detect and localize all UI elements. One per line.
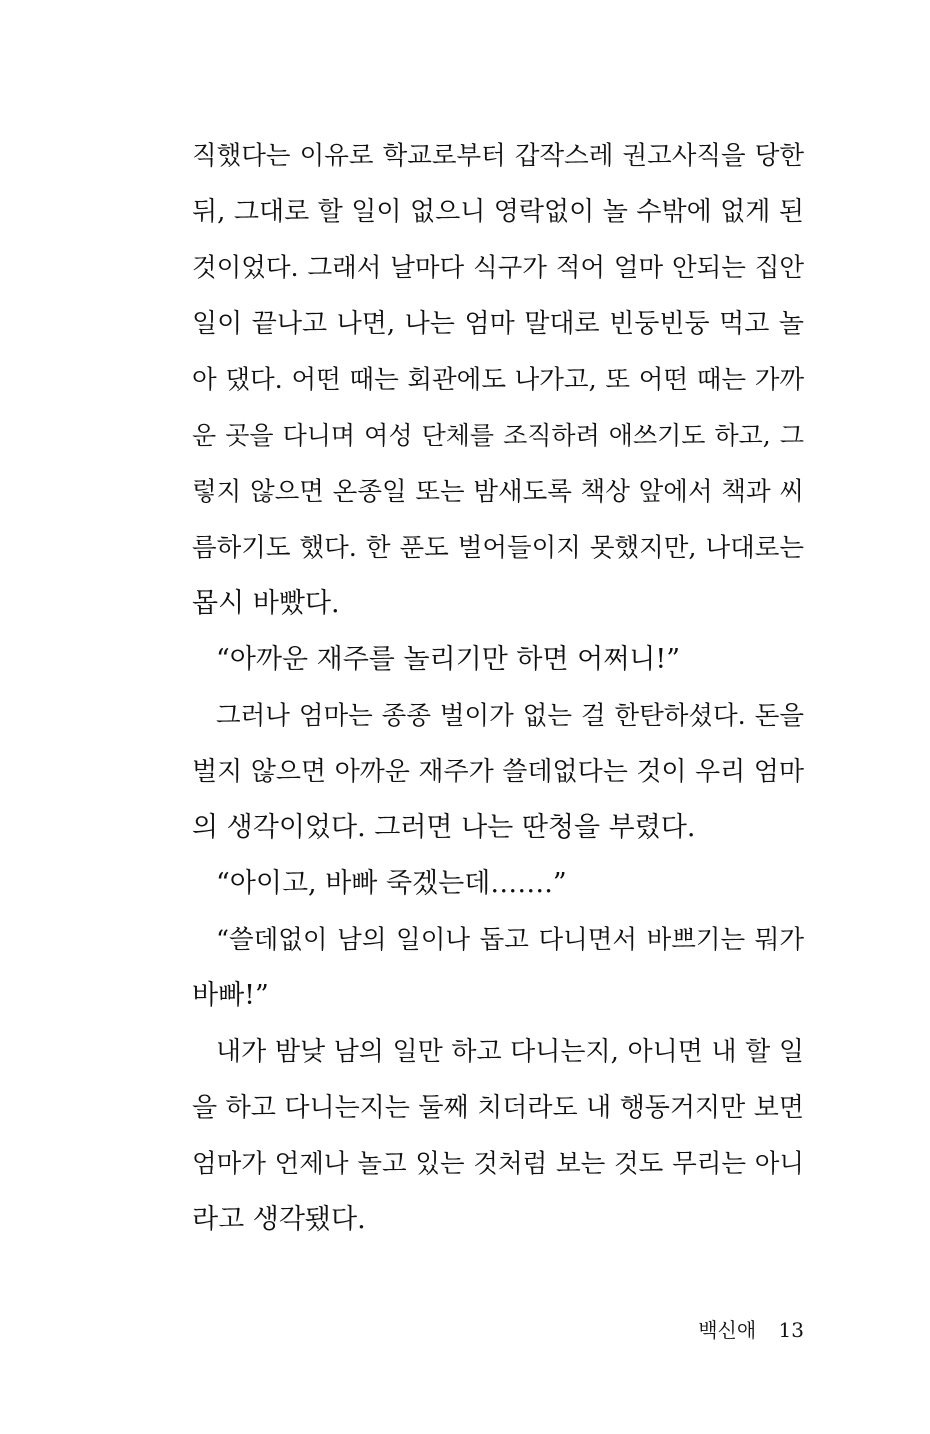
text-line: 운 곳을 다니며 여성 단체를 조직하려 애쓰기도 하고, 그 bbox=[192, 421, 804, 450]
text-line: 몹시 바빴다. bbox=[192, 588, 340, 619]
text-line: 아 댔다. 어떤 때는 회관에도 나가고, 또 어떤 때는 가까 bbox=[192, 365, 804, 395]
body-text bbox=[192, 128, 804, 1248]
dialogue-line: “아이고, 바빠 죽겠는데…….” bbox=[216, 868, 567, 899]
text-line: 라고 생각됐다. bbox=[192, 1204, 366, 1235]
page-footer bbox=[698, 1316, 804, 1344]
text-line: 름하기도 했다. 한 푼도 벌어들이지 못했지만, 나대로는 bbox=[192, 533, 804, 563]
text-line: 을 하고 다니는지는 둘째 치더라도 내 행동거지만 보면 bbox=[192, 1093, 804, 1123]
text-line: 바빠!” bbox=[192, 980, 269, 1011]
text-line: 벌지 않으면 아까운 재주가 쓸데없다는 것이 우리 엄마 bbox=[192, 757, 804, 787]
page-number: 13 bbox=[778, 1318, 804, 1342]
text-line: 뒤, 그대로 할 일이 없으니 영락없이 놀 수밖에 없게 된 bbox=[192, 197, 804, 227]
text-line: 직했다는 이유로 학교로부터 갑작스레 권고사직을 당한 bbox=[192, 141, 804, 171]
text-line: 것이었다. 그래서 날마다 식구가 적어 얼마 안되는 집안 bbox=[192, 253, 804, 283]
paragraph-start-line: 그러나 엄마는 종종 벌이가 없는 걸 한탄하셨다. 돈을 bbox=[216, 701, 804, 731]
text-line: 엄마가 언제나 놀고 있는 것처럼 보는 것도 무리는 아니 bbox=[192, 1149, 804, 1179]
text-line: 의 생각이었다. 그러면 나는 딴청을 부렸다. bbox=[192, 812, 696, 843]
paragraph-start-line: 내가 밤낮 남의 일만 하고 다니는지, 아니면 내 할 일 bbox=[216, 1037, 804, 1067]
footer-author: 백신애 bbox=[698, 1318, 757, 1342]
text-line: 일이 끝나고 나면, 나는 엄마 말대로 빈둥빈둥 먹고 놀 bbox=[192, 309, 804, 339]
dialogue-line: “아까운 재주를 놀리기만 하면 어쩌니!” bbox=[216, 644, 681, 675]
text-line: 렇지 않으면 온종일 또는 밤새도록 책상 앞에서 책과 씨 bbox=[192, 477, 804, 507]
dialogue-line: “쓸데없이 남의 일이나 돕고 다니면서 바쁘기는 뭐가 bbox=[216, 925, 804, 955]
